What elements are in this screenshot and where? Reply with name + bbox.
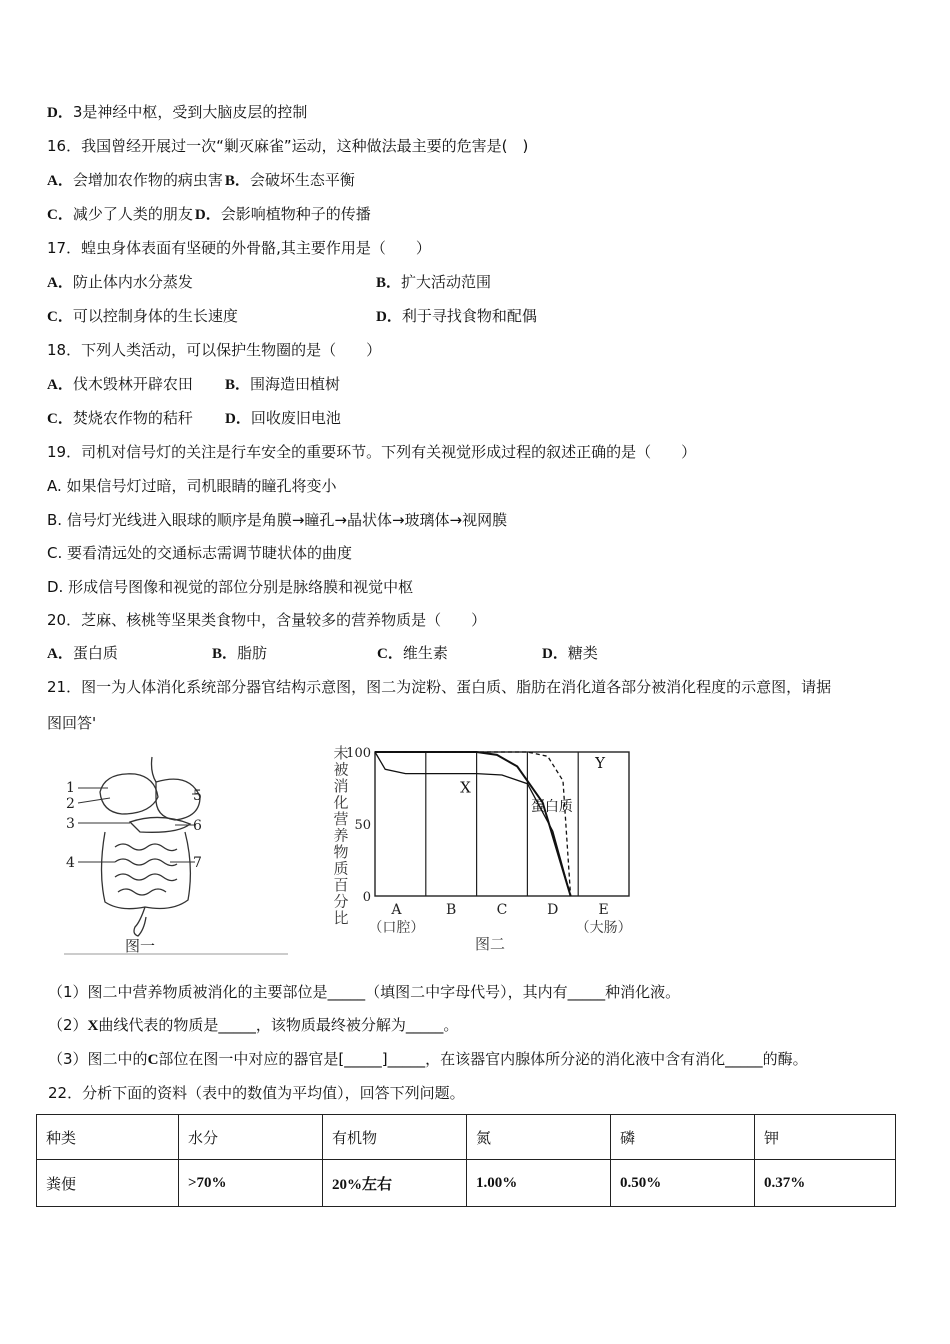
text-line: D．3是神经中枢，受到大脑皮层的控制 xyxy=(47,103,308,121)
x-tick-label: A xyxy=(391,902,402,918)
x-tick-label: D xyxy=(547,902,559,918)
x-tick-note: （大肠） xyxy=(575,920,632,936)
table-header-cell: 有机物 xyxy=(323,1115,467,1160)
table-header-cell: 磷 xyxy=(611,1115,755,1160)
table-header-cell: 钾 xyxy=(755,1115,896,1160)
text-line: C．可以控制身体的生长速度 xyxy=(47,307,238,325)
text-line-option: B．围海造田植树 xyxy=(225,375,341,393)
table-header-cell: 氮 xyxy=(467,1115,611,1160)
y-axis-label-char: 消 xyxy=(333,777,349,795)
text-line: 17．蝗虫身体表面有坚硬的外骨骼,其主要作用是（ ） xyxy=(47,239,431,257)
y-axis-label-char: 质 xyxy=(333,859,349,878)
y-axis-label-char: 分 xyxy=(333,892,349,911)
figure-one-label-1: 1 xyxy=(66,780,75,796)
x-tick-label: C xyxy=(496,902,508,918)
option-c: C．维生素 xyxy=(377,644,448,662)
figure-one-label-3: 3 xyxy=(66,816,75,832)
table-row xyxy=(37,1160,896,1207)
y-tick-label: 0 xyxy=(362,890,371,905)
figure-one-label-7: 7 xyxy=(193,855,202,871)
question-21-part-1: （1）图二中营养物质被消化的主要部位是_____（填图二中字母代号），其内有_____种消化液。 xyxy=(48,983,681,1001)
table-cell: 1.00% xyxy=(467,1160,611,1207)
series-line-1 xyxy=(375,752,571,896)
manure-composition-table xyxy=(36,1114,896,1207)
x-tick-note: （口腔） xyxy=(368,920,425,936)
x-tick-label: E xyxy=(598,902,609,918)
y-axis-label-char: 营 xyxy=(333,810,349,828)
liver-shape xyxy=(100,774,158,814)
text-line-option: D．回收废旧电池 xyxy=(225,409,341,427)
figure-one-digestive-system xyxy=(60,752,290,958)
figure-one-label-5: 5 xyxy=(193,788,202,804)
series-label: X xyxy=(460,778,471,797)
table-header-cell: 水分 xyxy=(179,1115,323,1160)
y-axis-label-char: 比 xyxy=(333,909,349,927)
table-cell: >70% xyxy=(179,1160,323,1207)
figure-one-caption: 图一 xyxy=(125,937,156,955)
y-axis-label-char: 化 xyxy=(333,793,349,812)
figure-one-label-2: 2 xyxy=(66,796,75,812)
y-axis-label-char: 未 xyxy=(333,744,349,762)
option-b: B．脂肪 xyxy=(212,644,268,662)
text-line: C．焚烧农作物的秸秆 xyxy=(47,409,193,427)
series-label: Y xyxy=(595,753,606,772)
large-intestine-shape xyxy=(102,832,191,909)
table-cell: 粪便 xyxy=(37,1160,179,1207)
y-axis-label-char: 百 xyxy=(333,876,349,894)
table-header-cell: 种类 xyxy=(37,1115,179,1160)
question-22: 22．分析下面的资料（表中的数值为平均值），回答下列问题。 xyxy=(48,1084,465,1102)
figure-two-digestion-chart xyxy=(325,744,635,960)
text-line-option: B．扩大活动范围 xyxy=(376,273,492,291)
y-tick-label: 50 xyxy=(354,818,371,833)
y-tick-label: 100 xyxy=(346,746,371,761)
figure-two-caption: 图二 xyxy=(474,935,506,953)
esophagus-shape xyxy=(152,757,157,782)
text-line: 16．我国曾经开展过一次“剿灭麻雀”运动，这种做法最主要的危害是( ) xyxy=(47,137,529,155)
text-line: A．防止体内水分蒸发 xyxy=(47,273,193,291)
text-line: A．会增加农作物的病虫害 B．会破坏生态平衡 xyxy=(47,171,355,189)
option-a: A．蛋白质 xyxy=(47,644,118,662)
text-line: 图回答' xyxy=(47,714,97,732)
small-intestine-shape xyxy=(115,844,177,895)
text-line: A. 如果信号灯过暗，司机眼睛的瞳孔将变小 xyxy=(47,477,337,495)
text-line: 19．司机对信号灯的关注是行车安全的重要环节。下列有关视觉形成过程的叙述正确的是（ ） xyxy=(47,443,697,461)
text-line-option: D．利于寻找食物和配偶 xyxy=(376,307,537,325)
question-21-part-2: （2）X曲线代表的物质是_____，该物质最终被分解为_____。 xyxy=(48,1016,459,1034)
text-line: D. 形成信号图像和视觉的部位分别是脉络膜和视觉中枢 xyxy=(47,578,414,596)
rectum-shape xyxy=(134,907,146,936)
table-cell: 20%左右 xyxy=(323,1160,467,1207)
y-axis-label-char: 物 xyxy=(333,843,349,861)
table-cell: 0.37% xyxy=(755,1160,896,1207)
y-axis-label-char: 养 xyxy=(333,826,349,845)
text-line: 20．芝麻、核桃等坚果类食物中，含量较多的营养物质是（ ） xyxy=(47,611,487,629)
figure-one-label-6: 6 xyxy=(193,818,202,834)
text-line: 18．下列人类活动，可以保护生物圈的是（ ） xyxy=(47,341,382,359)
text-line: C．减少了人类的朋友 D．会影响植物种子的传播 xyxy=(47,205,371,223)
series-label: 蛋白质 xyxy=(530,799,573,816)
text-line: C. 要看清远处的交通标志需调节睫状体的曲度 xyxy=(47,544,353,562)
x-tick-label: B xyxy=(446,902,457,918)
table-header-row xyxy=(37,1115,896,1160)
text-line: B. 信号灯光线进入眼球的顺序是角膜→瞳孔→晶状体→玻璃体→视网膜 xyxy=(47,511,508,529)
table-cell: 0.50% xyxy=(611,1160,755,1207)
option-d: D．糖类 xyxy=(542,644,598,662)
figure-one-label-4: 4 xyxy=(66,855,75,871)
text-line: 21．图一为人体消化系统部分器官结构示意图，图二为淀粉、蛋白质、脂肪在消化道各部分被消化程度的示意图，请据 xyxy=(47,678,832,696)
text-line: A．伐木毁林开辟农田 xyxy=(47,375,193,393)
y-axis-label-char: 被 xyxy=(333,760,349,779)
question-21-part-3: （3）图二中的C部位在图一中对应的器官是[_____]_____，在该器官内腺体所分泌的消化液中含有消化_____的酶。 xyxy=(48,1050,808,1068)
